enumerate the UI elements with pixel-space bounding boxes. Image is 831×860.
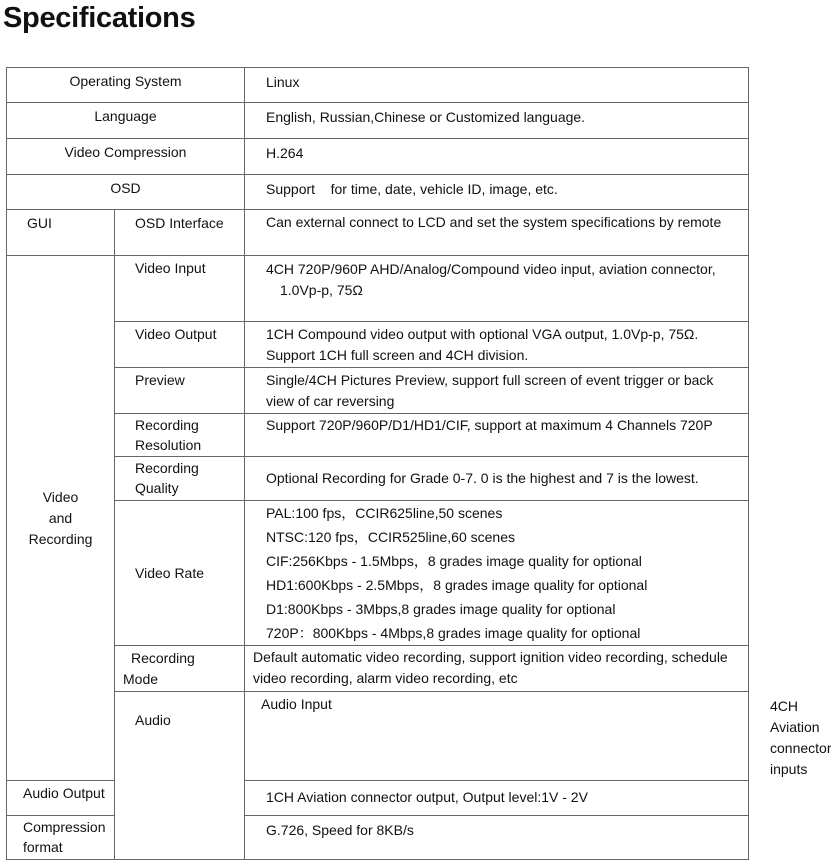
table-row-video-input	[7, 256, 749, 322]
row-label: OSD Interface	[115, 210, 245, 256]
table-row-recording-resolution	[7, 414, 749, 457]
value-line: CIF:256Kbps - 1.5Mbps，8 grades image quality for optional	[266, 553, 642, 569]
row-value: Single/4CH Pictures Preview, support full screen of event trigger or back view of car reversing	[245, 368, 749, 414]
value-line: Support 1CH full screen and 4CH division.	[266, 347, 529, 363]
table-row-gui	[7, 210, 749, 256]
value-line: 4CH 720P/960P AHD/Analog/Compound video input, aviation connector,	[266, 261, 716, 277]
page-title: Specifications	[3, 2, 196, 34]
row-label: OSD	[7, 175, 245, 210]
row-label	[115, 646, 245, 692]
row-value: G.726, Speed for 8KB/s	[245, 816, 749, 860]
table-row-recording-quality	[7, 457, 749, 501]
row-value: Support for time, date, vehicle ID, image, etc.	[245, 175, 749, 210]
row-label: Recording Resolution	[115, 414, 245, 457]
table-row-audio-input: Audio Audio Input 4CH Aviation connector inputs	[7, 692, 749, 781]
row-value: Default automatic video recording, support ignition video recording, schedule video recording, alarm video recording, etc	[245, 646, 749, 692]
group-label-line: Video	[42, 488, 79, 505]
table-row-preview	[7, 368, 749, 414]
value-line: 1.0Vp-p, 75Ω	[280, 282, 363, 298]
row-value: Support 720P/960P/D1/HD1/CIF, support at maximum 4 Channels 720P	[245, 414, 749, 457]
group-label-gui: GUI	[7, 210, 115, 256]
value-line: D1:800Kbps - 3Mbps,8 grades image quality for optional	[266, 601, 616, 617]
row-value	[245, 322, 749, 368]
group-label-video-recording	[7, 256, 115, 781]
row-value: English, Russian,Chinese or Customized language.	[245, 103, 749, 139]
table-row-osd	[7, 175, 749, 210]
table-row-recording-mode	[7, 646, 749, 692]
row-label: Video Compression	[7, 139, 245, 175]
row-label: Compression format	[7, 816, 115, 860]
row-value: Linux	[245, 68, 749, 103]
row-label: Video Input	[115, 256, 245, 322]
value-line: PAL:100 fps，CCIR625line,50 scenes	[266, 505, 503, 521]
row-label: Audio Output	[7, 781, 115, 816]
row-value: Optional Recording for Grade 0-7. 0 is the highest and 7 is the lowest.	[245, 457, 749, 501]
row-label: Video Rate	[115, 501, 245, 646]
row-value	[245, 501, 749, 646]
row-label: Recording Quality	[115, 457, 245, 501]
row-value: Can external connect to LCD and set the system specifications by remote	[245, 210, 749, 256]
value-line: 720P：800Kbps - 4Mbps,8 grades image quality for optional	[266, 625, 641, 641]
row-label: Operating System	[7, 68, 245, 103]
value-line: 1CH Compound video output with optional VGA output, 1.0Vp-p, 75Ω.	[266, 326, 699, 342]
value-line: HD1:600Kbps - 2.5Mbps，8 grades image quality for optional	[266, 577, 648, 593]
group-label-line: Recording	[28, 530, 93, 547]
row-value: 1CH Aviation connector output, Output level:1V - 2V	[245, 781, 749, 816]
table-row-video-output	[7, 322, 749, 368]
table-row-language	[7, 103, 749, 139]
group-label-audio: Audio	[115, 692, 245, 860]
label-line: Mode	[123, 671, 159, 687]
label-line: Recording	[131, 650, 195, 666]
table-row-video-compression	[7, 139, 749, 175]
row-value: H.264	[245, 139, 749, 175]
row-value	[245, 256, 749, 322]
row-label: Audio Input	[245, 692, 749, 781]
row-label: Preview	[115, 368, 245, 414]
table-row-operating-system	[7, 68, 749, 103]
row-label: Video Output	[115, 322, 245, 368]
group-label-line: and	[48, 509, 73, 526]
table-row-video-rate	[7, 501, 749, 646]
row-label: Language	[7, 103, 245, 139]
specifications-table	[6, 67, 831, 860]
value-line: NTSC:120 fps，CCIR525line,60 scenes	[266, 529, 516, 545]
